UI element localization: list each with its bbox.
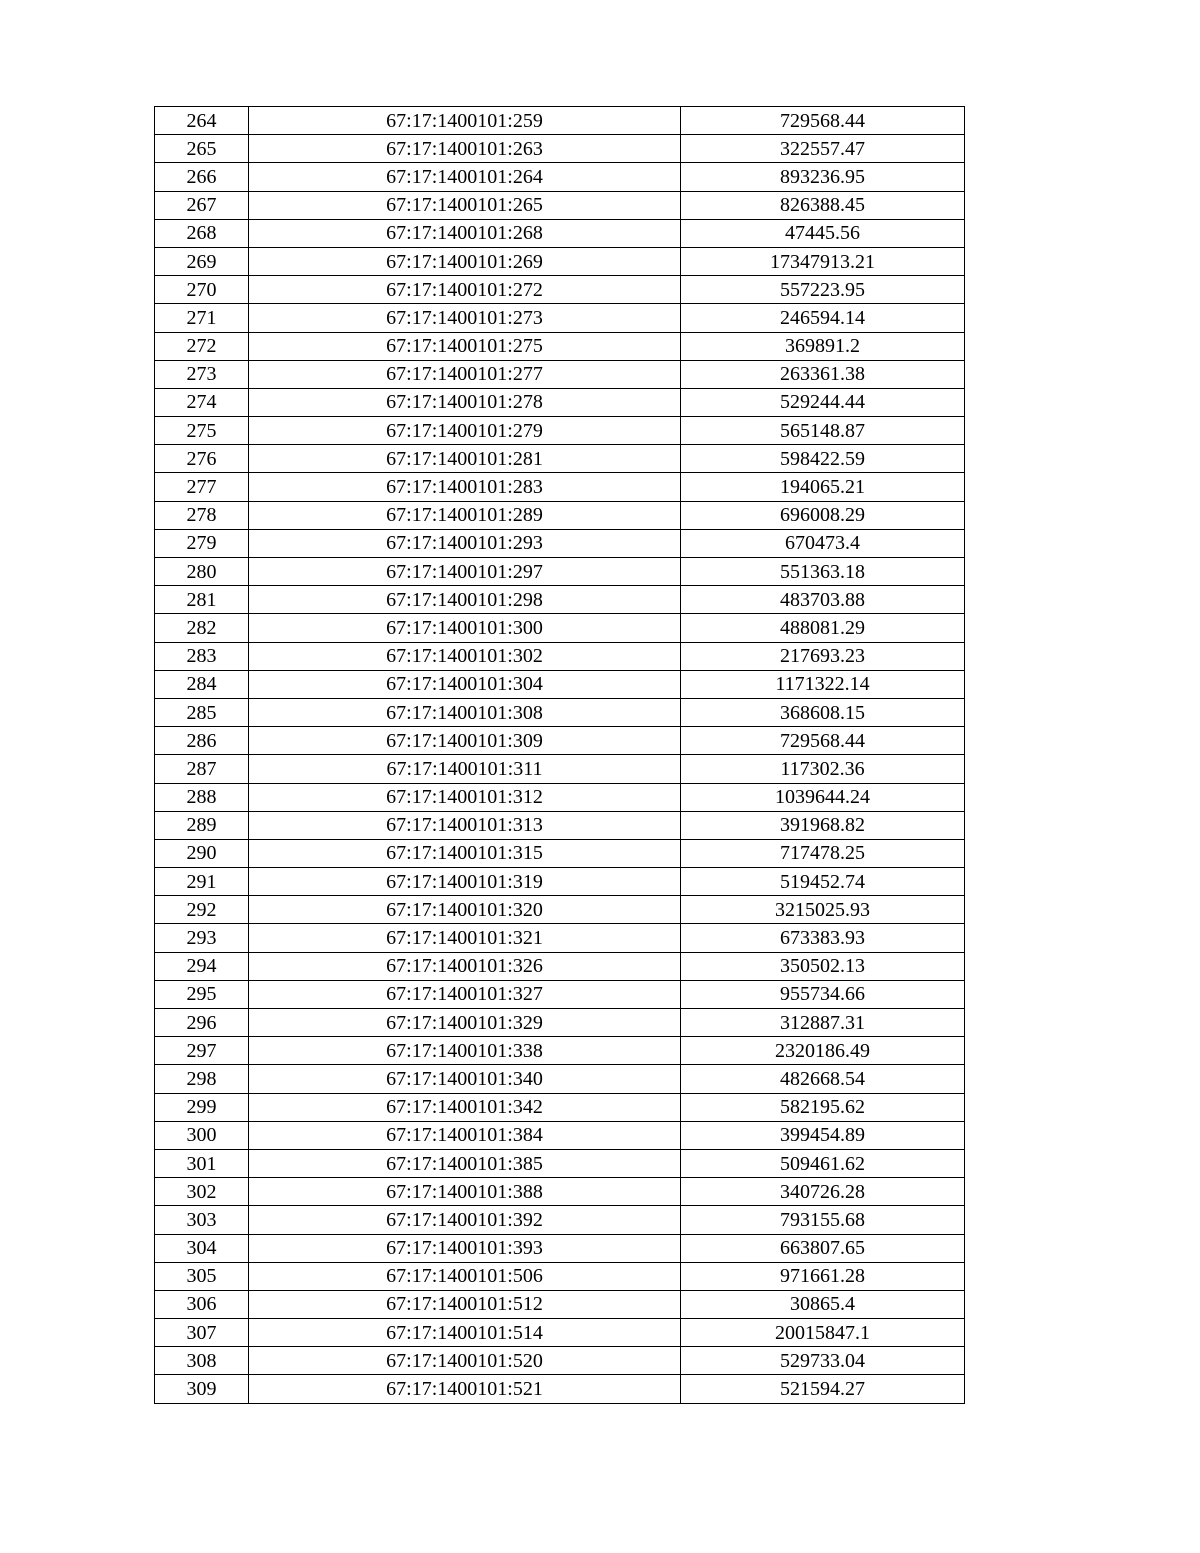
row-number-cell: 269	[155, 247, 249, 275]
row-number-cell: 284	[155, 670, 249, 698]
table-row	[155, 529, 965, 557]
cadastral-number-cell: 67:17:1400101:319	[249, 868, 681, 896]
value-cell: 793155.68	[681, 1206, 965, 1234]
cadastral-number-cell: 67:17:1400101:259	[249, 107, 681, 135]
value-cell: 663807.65	[681, 1234, 965, 1262]
table-row	[155, 1093, 965, 1121]
value-cell: 893236.95	[681, 163, 965, 191]
table-row	[155, 1037, 965, 1065]
row-number-cell: 293	[155, 924, 249, 952]
row-number-cell: 275	[155, 417, 249, 445]
value-cell: 117302.36	[681, 755, 965, 783]
value-cell: 17347913.21	[681, 247, 965, 275]
row-number-cell: 296	[155, 1009, 249, 1037]
table-row	[155, 1206, 965, 1234]
cadastral-number-cell: 67:17:1400101:265	[249, 191, 681, 219]
cadastral-number-cell: 67:17:1400101:392	[249, 1206, 681, 1234]
table-row	[155, 811, 965, 839]
value-cell: 2320186.49	[681, 1037, 965, 1065]
table-row	[155, 388, 965, 416]
value-cell: 369891.2	[681, 332, 965, 360]
cadastral-number-cell: 67:17:1400101:506	[249, 1262, 681, 1290]
cadastral-number-cell: 67:17:1400101:338	[249, 1037, 681, 1065]
row-number-cell: 303	[155, 1206, 249, 1234]
table-row	[155, 755, 965, 783]
row-number-cell: 298	[155, 1065, 249, 1093]
value-cell: 350502.13	[681, 952, 965, 980]
cadastral-number-cell: 67:17:1400101:293	[249, 529, 681, 557]
cadastral-number-cell: 67:17:1400101:340	[249, 1065, 681, 1093]
row-number-cell: 290	[155, 839, 249, 867]
cadastral-number-cell: 67:17:1400101:321	[249, 924, 681, 952]
row-number-cell: 308	[155, 1347, 249, 1375]
cadastral-number-cell: 67:17:1400101:300	[249, 614, 681, 642]
row-number-cell: 267	[155, 191, 249, 219]
row-number-cell: 286	[155, 727, 249, 755]
table-row	[155, 727, 965, 755]
table-row	[155, 1347, 965, 1375]
row-number-cell: 268	[155, 219, 249, 247]
table-row	[155, 107, 965, 135]
row-number-cell: 272	[155, 332, 249, 360]
value-cell: 368608.15	[681, 698, 965, 726]
row-number-cell: 264	[155, 107, 249, 135]
cadastral-number-cell: 67:17:1400101:393	[249, 1234, 681, 1262]
table-row	[155, 1121, 965, 1149]
table-row	[155, 1149, 965, 1177]
row-number-cell: 289	[155, 811, 249, 839]
table-row	[155, 445, 965, 473]
row-number-cell: 307	[155, 1319, 249, 1347]
value-cell: 955734.66	[681, 980, 965, 1008]
table-row	[155, 163, 965, 191]
table-row	[155, 247, 965, 275]
row-number-cell: 273	[155, 360, 249, 388]
value-cell: 488081.29	[681, 614, 965, 642]
cadastral-number-cell: 67:17:1400101:313	[249, 811, 681, 839]
value-cell: 519452.74	[681, 868, 965, 896]
row-number-cell: 297	[155, 1037, 249, 1065]
cadastral-number-cell: 67:17:1400101:264	[249, 163, 681, 191]
table-row	[155, 1319, 965, 1347]
value-cell: 717478.25	[681, 839, 965, 867]
table-row	[155, 219, 965, 247]
table-row	[155, 417, 965, 445]
value-cell: 557223.95	[681, 276, 965, 304]
table-row	[155, 586, 965, 614]
value-cell: 509461.62	[681, 1149, 965, 1177]
value-cell: 521594.27	[681, 1375, 965, 1403]
table-row	[155, 1178, 965, 1206]
table-row	[155, 1290, 965, 1318]
value-cell: 391968.82	[681, 811, 965, 839]
value-cell: 312887.31	[681, 1009, 965, 1037]
value-cell: 971661.28	[681, 1262, 965, 1290]
table-row	[155, 952, 965, 980]
row-number-cell: 294	[155, 952, 249, 980]
value-cell: 670473.4	[681, 529, 965, 557]
table-row	[155, 670, 965, 698]
row-number-cell: 280	[155, 558, 249, 586]
value-cell: 194065.21	[681, 473, 965, 501]
cadastral-number-cell: 67:17:1400101:281	[249, 445, 681, 473]
row-number-cell: 299	[155, 1093, 249, 1121]
cadastral-number-cell: 67:17:1400101:521	[249, 1375, 681, 1403]
table-row	[155, 1375, 965, 1403]
table-row	[155, 558, 965, 586]
cadastral-number-cell: 67:17:1400101:275	[249, 332, 681, 360]
cadastral-number-cell: 67:17:1400101:283	[249, 473, 681, 501]
value-cell: 551363.18	[681, 558, 965, 586]
value-cell: 529733.04	[681, 1347, 965, 1375]
value-cell: 729568.44	[681, 107, 965, 135]
value-cell: 482668.54	[681, 1065, 965, 1093]
cadastral-number-cell: 67:17:1400101:298	[249, 586, 681, 614]
value-cell: 729568.44	[681, 727, 965, 755]
value-cell: 322557.47	[681, 135, 965, 163]
table-row	[155, 1262, 965, 1290]
cadastral-number-cell: 67:17:1400101:278	[249, 388, 681, 416]
cadastral-number-cell: 67:17:1400101:268	[249, 219, 681, 247]
row-number-cell: 306	[155, 1290, 249, 1318]
value-cell: 47445.56	[681, 219, 965, 247]
cadastral-number-cell: 67:17:1400101:309	[249, 727, 681, 755]
cadastral-number-cell: 67:17:1400101:512	[249, 1290, 681, 1318]
row-number-cell: 285	[155, 698, 249, 726]
table-row	[155, 1009, 965, 1037]
table-row	[155, 642, 965, 670]
cadastral-number-cell: 67:17:1400101:384	[249, 1121, 681, 1149]
cadastral-number-cell: 67:17:1400101:311	[249, 755, 681, 783]
row-number-cell: 274	[155, 388, 249, 416]
table-row	[155, 614, 965, 642]
table-row	[155, 135, 965, 163]
cadastral-number-cell: 67:17:1400101:279	[249, 417, 681, 445]
value-cell: 1171322.14	[681, 670, 965, 698]
table-row	[155, 924, 965, 952]
cadastral-number-cell: 67:17:1400101:326	[249, 952, 681, 980]
row-number-cell: 301	[155, 1149, 249, 1177]
row-number-cell: 291	[155, 868, 249, 896]
cadastral-number-cell: 67:17:1400101:263	[249, 135, 681, 163]
value-cell: 529244.44	[681, 388, 965, 416]
value-cell: 1039644.24	[681, 783, 965, 811]
cadastral-number-cell: 67:17:1400101:315	[249, 839, 681, 867]
row-number-cell: 277	[155, 473, 249, 501]
table-row	[155, 783, 965, 811]
row-number-cell: 276	[155, 445, 249, 473]
cadastral-number-cell: 67:17:1400101:320	[249, 896, 681, 924]
cadastral-number-cell: 67:17:1400101:342	[249, 1093, 681, 1121]
value-cell: 340726.28	[681, 1178, 965, 1206]
cadastral-number-cell: 67:17:1400101:277	[249, 360, 681, 388]
cadastral-number-cell: 67:17:1400101:269	[249, 247, 681, 275]
value-cell: 263361.38	[681, 360, 965, 388]
value-cell: 565148.87	[681, 417, 965, 445]
table-row	[155, 980, 965, 1008]
cadastral-number-cell: 67:17:1400101:297	[249, 558, 681, 586]
row-number-cell: 304	[155, 1234, 249, 1262]
row-number-cell: 271	[155, 304, 249, 332]
row-number-cell: 309	[155, 1375, 249, 1403]
cadastral-number-cell: 67:17:1400101:289	[249, 501, 681, 529]
row-number-cell: 295	[155, 980, 249, 1008]
cadastral-number-cell: 67:17:1400101:520	[249, 1347, 681, 1375]
value-cell: 3215025.93	[681, 896, 965, 924]
value-cell: 246594.14	[681, 304, 965, 332]
row-number-cell: 300	[155, 1121, 249, 1149]
table-row	[155, 304, 965, 332]
cadastral-value-table	[154, 106, 965, 1404]
value-cell: 696008.29	[681, 501, 965, 529]
table-row	[155, 332, 965, 360]
value-cell: 483703.88	[681, 586, 965, 614]
row-number-cell: 288	[155, 783, 249, 811]
table-row	[155, 473, 965, 501]
table-row	[155, 868, 965, 896]
row-number-cell: 302	[155, 1178, 249, 1206]
value-cell: 217693.23	[681, 642, 965, 670]
cadastral-number-cell: 67:17:1400101:302	[249, 642, 681, 670]
value-cell: 30865.4	[681, 1290, 965, 1318]
table-row	[155, 896, 965, 924]
row-number-cell: 266	[155, 163, 249, 191]
row-number-cell: 287	[155, 755, 249, 783]
row-number-cell: 281	[155, 586, 249, 614]
value-cell: 673383.93	[681, 924, 965, 952]
table-row	[155, 1234, 965, 1262]
table-row	[155, 839, 965, 867]
row-number-cell: 278	[155, 501, 249, 529]
value-cell: 20015847.1	[681, 1319, 965, 1347]
row-number-cell: 279	[155, 529, 249, 557]
value-cell: 582195.62	[681, 1093, 965, 1121]
cadastral-number-cell: 67:17:1400101:308	[249, 698, 681, 726]
cadastral-number-cell: 67:17:1400101:329	[249, 1009, 681, 1037]
value-cell: 598422.59	[681, 445, 965, 473]
cadastral-number-cell: 67:17:1400101:514	[249, 1319, 681, 1347]
table-body	[155, 107, 965, 1404]
value-cell: 399454.89	[681, 1121, 965, 1149]
row-number-cell: 270	[155, 276, 249, 304]
row-number-cell: 305	[155, 1262, 249, 1290]
cadastral-number-cell: 67:17:1400101:273	[249, 304, 681, 332]
row-number-cell: 283	[155, 642, 249, 670]
table-row	[155, 191, 965, 219]
value-cell: 826388.45	[681, 191, 965, 219]
cadastral-number-cell: 67:17:1400101:327	[249, 980, 681, 1008]
row-number-cell: 265	[155, 135, 249, 163]
cadastral-number-cell: 67:17:1400101:312	[249, 783, 681, 811]
row-number-cell: 282	[155, 614, 249, 642]
cadastral-number-cell: 67:17:1400101:385	[249, 1149, 681, 1177]
table-row	[155, 276, 965, 304]
table-row	[155, 501, 965, 529]
cadastral-number-cell: 67:17:1400101:272	[249, 276, 681, 304]
table-row	[155, 1065, 965, 1093]
cadastral-number-cell: 67:17:1400101:304	[249, 670, 681, 698]
row-number-cell: 292	[155, 896, 249, 924]
cadastral-number-cell: 67:17:1400101:388	[249, 1178, 681, 1206]
table-row	[155, 360, 965, 388]
table-row	[155, 698, 965, 726]
